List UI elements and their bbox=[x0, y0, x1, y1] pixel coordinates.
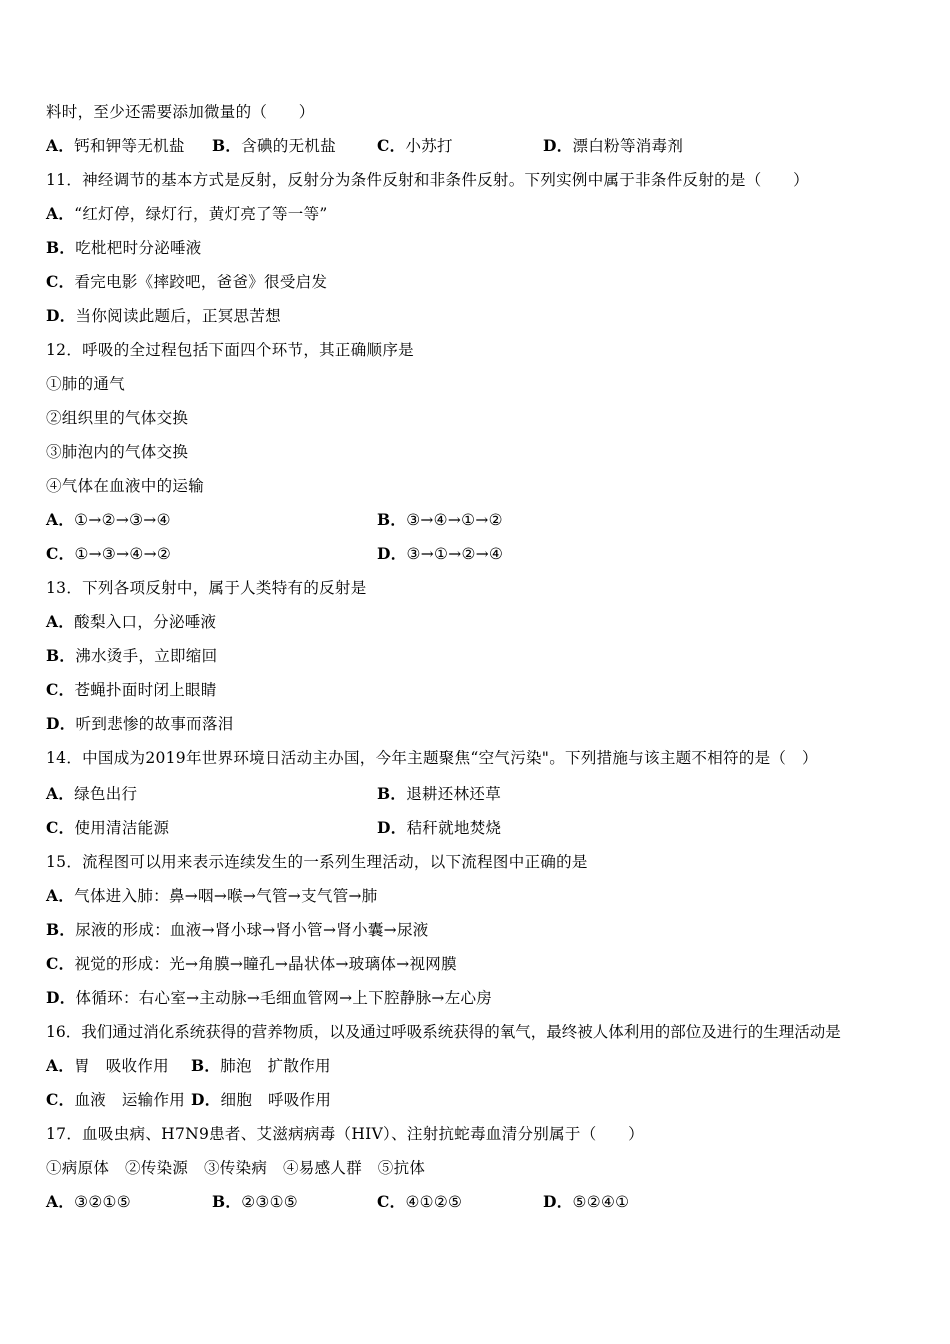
q13-option-b[interactable]: B．沸水烫手，立即缩回 bbox=[46, 646, 218, 665]
q13-option-a[interactable]: A．酸梨入口，分泌唾液 bbox=[46, 612, 217, 631]
q16-stem: 16．我们通过消化系统获得的营养物质，以及通过呼吸系统获得的氧气，最终被人体利用的部位及进行的生理活动是 bbox=[46, 1023, 841, 1041]
q16-options-row-1 bbox=[46, 1056, 331, 1076]
q12-option-c[interactable]: C．①→③→④→② bbox=[46, 544, 172, 563]
q12-item-2: ②组织里的气体交换 bbox=[46, 409, 189, 427]
q14-option-b[interactable]: B．退耕还林还草 bbox=[377, 784, 502, 803]
q12-option-d[interactable]: D．③→①→②→④ bbox=[377, 544, 504, 563]
q14-options-row-1 bbox=[46, 784, 502, 804]
q14-option-a[interactable]: A．绿色出行 bbox=[46, 784, 138, 803]
q15-option-c[interactable]: C．视觉的形成：光→角膜→瞳孔→晶状体→玻璃体→视网膜 bbox=[46, 954, 457, 973]
q13-stem: 13．下列各项反射中，属于人类特有的反射是 bbox=[46, 579, 367, 597]
q11-stem: 11．神经调节的基本方式是反射，反射分为条件反射和非条件反射。下列实例中属于非条件反射的是（ ） bbox=[46, 171, 809, 189]
q12-item-3: ③肺泡内的气体交换 bbox=[46, 443, 189, 461]
q10-option-d[interactable]: D．漂白粉等消毒剂 bbox=[543, 136, 684, 155]
q16-options-row-2 bbox=[46, 1090, 332, 1110]
q15-stem: 15．流程图可以用来表示连续发生的一系列生理活动，以下流程图中正确的是 bbox=[46, 853, 588, 871]
q12-option-a[interactable]: A．①→②→③→④ bbox=[46, 510, 171, 529]
q17-option-c[interactable]: C．④①②⑤ bbox=[377, 1192, 463, 1211]
q15-option-a[interactable]: A．气体进入肺：鼻→咽→喉→气管→支气管→肺 bbox=[46, 886, 378, 905]
q17-stem: 17．血吸虫病、H7N9患者、艾滋病病毒（HIV）、注射抗蛇毒血清分别属于（ ） bbox=[46, 1125, 644, 1143]
q17-option-d[interactable]: D．⑤②④① bbox=[543, 1192, 630, 1211]
q14-option-c[interactable]: C．使用清洁能源 bbox=[46, 818, 170, 837]
q16-option-c[interactable]: C．血液 运输作用 bbox=[46, 1090, 186, 1109]
q10-option-c[interactable]: C．小苏打 bbox=[377, 136, 453, 155]
q13-option-c[interactable]: C．苍蝇扑面时闭上眼睛 bbox=[46, 680, 217, 699]
q10-option-a[interactable]: A．钙和钾等无机盐 bbox=[46, 136, 185, 155]
q16-option-d[interactable]: D．细胞 呼吸作用 bbox=[191, 1090, 332, 1109]
q12-item-4: ④气体在血液中的运输 bbox=[46, 477, 205, 495]
q12-options-row-1 bbox=[46, 510, 503, 530]
q12-item-1: ①肺的通气 bbox=[46, 375, 126, 393]
q15-option-d[interactable]: D．体循环：右心室→主动脉→毛细血管网→上下腔静脉→左心房 bbox=[46, 988, 493, 1007]
q15-option-b[interactable]: B．尿液的形成：血液→肾小球→肾小管→肾小囊→尿液 bbox=[46, 920, 429, 939]
q11-option-c[interactable]: C．看完电影《摔跤吧，爸爸》很受启发 bbox=[46, 272, 328, 291]
q17-items: ①病原体 ②传染源 ③传染病 ④易感人群 ⑤抗体 bbox=[46, 1159, 426, 1177]
q11-option-b[interactable]: B．吃枇杷时分泌唾液 bbox=[46, 238, 202, 257]
q12-option-b[interactable]: B．③→④→①→② bbox=[377, 510, 503, 529]
q14-options-row-2 bbox=[46, 818, 502, 838]
q16-option-a[interactable]: A．胃 吸收作用 bbox=[46, 1056, 169, 1075]
q17-option-a[interactable]: A．③②①⑤ bbox=[46, 1192, 131, 1211]
q12-options-row-2 bbox=[46, 544, 504, 564]
q13-option-d[interactable]: D．听到悲惨的故事而落泪 bbox=[46, 714, 234, 733]
q14-option-d[interactable]: D．秸秆就地焚烧 bbox=[377, 818, 502, 837]
q12-stem: 12．呼吸的全过程包括下面四个环节，其正确顺序是 bbox=[46, 341, 414, 359]
q10-stem-tail: 料时，至少还需要添加微量的（ ） bbox=[46, 103, 315, 121]
q11-option-d[interactable]: D．当你阅读此题后，正冥思苦想 bbox=[46, 306, 281, 325]
q14-stem: 14．中国成为2019年世界环境日活动主办国，今年主题聚焦“空气污染"。下列措施与该主题不相符的是（ ） bbox=[46, 749, 818, 767]
q11-option-a[interactable]: A．“红灯停，绿灯行，黄灯亮了等一等” bbox=[46, 204, 328, 223]
q10-option-b[interactable]: B．含碘的无机盐 bbox=[212, 136, 337, 155]
q17-option-b[interactable]: B．②③①⑤ bbox=[212, 1192, 298, 1211]
q16-option-b[interactable]: B．肺泡 扩散作用 bbox=[191, 1056, 331, 1075]
